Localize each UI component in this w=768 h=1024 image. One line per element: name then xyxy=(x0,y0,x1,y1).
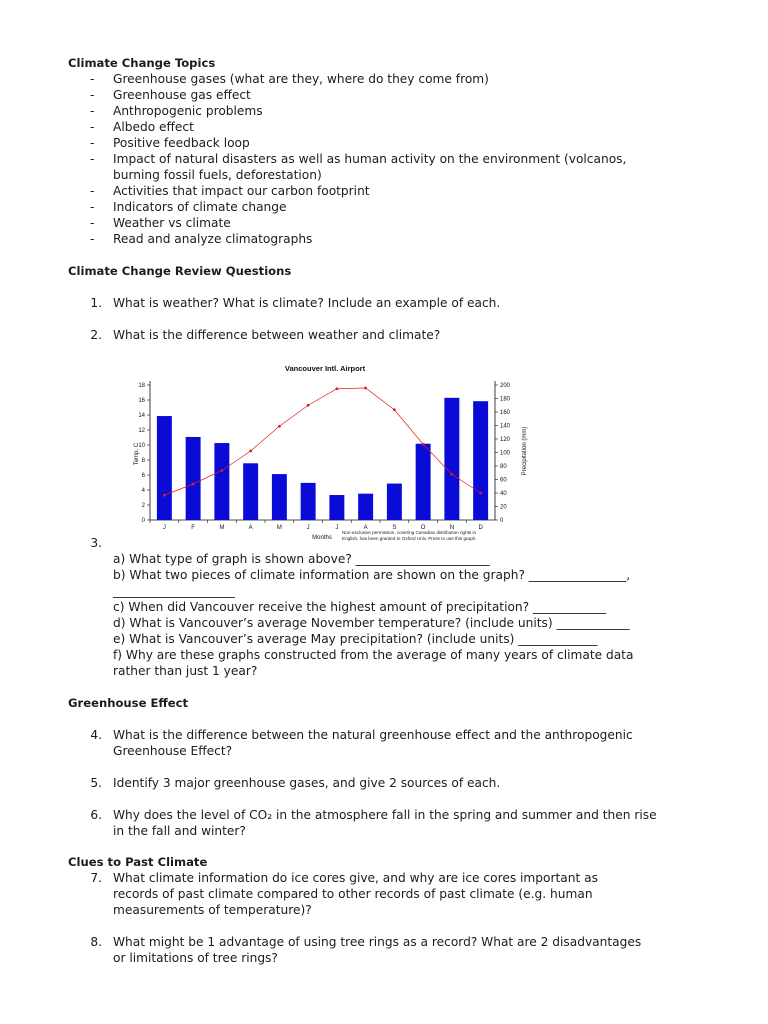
topic-item: Albedo effect xyxy=(113,120,194,134)
bullet-dash: - xyxy=(90,72,95,86)
question-7: What climate information do ice cores give, and why are ice cores important as xyxy=(113,871,598,885)
left-tick-label: 14 xyxy=(138,413,145,419)
temperature-point xyxy=(192,483,195,486)
precipitation-bar xyxy=(473,401,488,520)
question-4-continued: Greenhouse Effect? xyxy=(113,744,233,758)
question-1: What is weather? What is climate? Include an example of each. xyxy=(113,296,501,310)
question-2: What is the difference between weather and climate? xyxy=(113,328,441,342)
question-3b-blank: ____________________ xyxy=(113,584,235,598)
bullet-dash: - xyxy=(90,200,95,214)
question-4: What is the difference between the natural greenhouse effect and the anthropogenic xyxy=(113,728,633,742)
question-6-continued: in the fall and winter? xyxy=(113,824,246,838)
topic-item: Activities that impact our carbon footprint xyxy=(113,184,370,198)
right-tick-label: 180 xyxy=(500,396,511,403)
temperature-point xyxy=(450,473,453,476)
right-axis-label: Precipitation (mm) xyxy=(522,426,528,476)
temperature-point xyxy=(163,494,166,497)
month-label: J xyxy=(335,525,339,531)
chart-note-line-2: English, has been granted to Oxford Univ. Press to use this graph. xyxy=(342,536,477,541)
question-7-continued: measurements of temperature)? xyxy=(113,903,312,917)
precipitation-bar xyxy=(301,483,316,520)
topics-heading: Climate Change Topics xyxy=(68,56,216,70)
month-label: J xyxy=(162,525,166,531)
month-label: D xyxy=(478,525,483,531)
precipitation-bar xyxy=(186,437,201,520)
precipitation-bar xyxy=(157,416,172,520)
topic-item: Impact of natural disasters as well as human activity on the environment (volcanos, xyxy=(113,152,627,166)
question-3b: b) What two pieces of climate information are shown on the graph? ________________, xyxy=(113,568,631,582)
month-label: F xyxy=(191,525,195,531)
left-tick-label: 2 xyxy=(141,503,145,509)
right-tick-label: 100 xyxy=(500,450,511,457)
month-label: N xyxy=(449,525,455,531)
question-number: 2. xyxy=(90,328,102,342)
right-tick-label: 140 xyxy=(500,423,511,430)
bullet-dash: - xyxy=(90,136,95,150)
question-3f-continued: rather than just 1 year? xyxy=(113,664,258,678)
question-number: 6. xyxy=(90,808,102,822)
temperature-point xyxy=(335,387,338,390)
precipitation-bar xyxy=(214,443,229,520)
review-heading: Climate Change Review Questions xyxy=(68,264,292,278)
chart-title: Vancouver Intl. Airport xyxy=(284,364,366,373)
temperature-point xyxy=(220,469,223,472)
question-number: 7. xyxy=(90,871,102,885)
question-3c: c) When did Vancouver receive the highest amount of precipitation? ____________ xyxy=(113,600,607,614)
topic-item: Greenhouse gas effect xyxy=(113,88,251,102)
month-label: A xyxy=(248,525,253,531)
right-tick-label: 40 xyxy=(500,491,507,497)
question-8: What might be 1 advantage of using tree rings as a record? What are 2 disadvantages xyxy=(113,935,642,949)
right-tick-label: 120 xyxy=(500,437,511,443)
left-tick-label: 6 xyxy=(141,473,145,479)
temperature-point xyxy=(393,408,396,411)
question-number: 5. xyxy=(90,776,102,790)
left-tick-label: 10 xyxy=(138,443,145,449)
question-3d: d) What is Vancouver’s average November temperature? (include units) ____________ xyxy=(113,616,630,630)
left-tick-label: 8 xyxy=(141,458,145,464)
x-axis-label: Months xyxy=(312,535,332,541)
topic-item: Indicators of climate change xyxy=(113,200,287,214)
bullet-dash: - xyxy=(90,216,95,230)
right-tick-label: 80 xyxy=(500,464,507,470)
month-label: M xyxy=(276,525,282,531)
topic-item: Anthropogenic problems xyxy=(113,104,263,118)
precipitation-bar xyxy=(358,494,373,520)
topic-item: Read and analyze climatographs xyxy=(113,232,313,246)
bullet-dash: - xyxy=(90,232,95,246)
climatograph-chart xyxy=(110,356,540,546)
bullet-dash: - xyxy=(90,120,95,134)
left-tick-label: 0 xyxy=(141,518,145,524)
right-tick-label: 20 xyxy=(500,504,507,511)
temperature-point xyxy=(479,492,482,495)
bullet-dash: - xyxy=(90,152,95,166)
precipitation-bar xyxy=(416,444,431,520)
question-5: Identify 3 major greenhouse gases, and give 2 sources of each. xyxy=(113,776,501,790)
month-label: S xyxy=(392,525,397,531)
bullet-dash: - xyxy=(90,184,95,198)
precipitation-bars xyxy=(157,398,488,520)
question-3f: f) Why are these graphs constructed from the average of many years of climate data xyxy=(113,648,634,662)
left-tick-label: 16 xyxy=(138,398,145,404)
precipitation-bar xyxy=(243,463,258,520)
chart-note-line-1: Non-exclusive permission, covering Canadian distribution rights in xyxy=(342,530,477,535)
question-3a: a) What type of graph is shown above? ______________________ xyxy=(113,552,490,566)
month-label: A xyxy=(363,525,368,531)
question-6: Why does the level of CO₂ in the atmosphere fall in the spring and summer and then rise xyxy=(113,808,657,822)
topic-item: Greenhouse gases (what are they, where do they come from) xyxy=(113,72,489,86)
month-label: M xyxy=(219,525,225,531)
topic-item: Weather vs climate xyxy=(113,216,231,230)
topic-item: Positive feedback loop xyxy=(113,136,250,150)
topic-item-continued: burning fossil fuels, deforestation) xyxy=(113,168,322,182)
left-tick-label: 4 xyxy=(141,488,145,494)
temperature-polyline xyxy=(164,388,480,495)
question-number: 1. xyxy=(90,296,102,310)
temperature-point xyxy=(307,404,310,407)
right-tick-label: 160 xyxy=(500,410,511,416)
temperature-point xyxy=(249,450,252,453)
greenhouse-heading: Greenhouse Effect xyxy=(68,696,189,710)
left-axis-label: Temp. C xyxy=(134,442,140,466)
question-7-continued: records of past climate compared to other records of past climate (e.g. human xyxy=(113,887,593,901)
precipitation-bar xyxy=(387,484,402,520)
temperature-point xyxy=(422,443,425,446)
month-label: O xyxy=(420,525,426,531)
bullet-dash: - xyxy=(90,88,95,102)
question-3e: e) What is Vancouver’s average May precipitation? (include units) _____________ xyxy=(113,632,598,646)
question-number: 8. xyxy=(90,935,102,949)
right-tick-label: 0 xyxy=(500,518,504,524)
bullet-dash: - xyxy=(90,104,95,118)
temperature-point xyxy=(278,425,281,428)
month-label: J xyxy=(306,525,310,531)
left-tick-label: 12 xyxy=(138,428,145,434)
precipitation-bar xyxy=(272,474,287,520)
temperature-line xyxy=(163,387,482,497)
left-tick-label: 18 xyxy=(138,383,145,389)
past-climate-heading: Clues to Past Climate xyxy=(68,855,208,869)
question-8-continued: or limitations of tree rings? xyxy=(113,951,278,965)
precipitation-bar xyxy=(444,398,459,520)
precipitation-bar xyxy=(329,495,344,520)
right-tick-label: 200 xyxy=(500,383,511,389)
temperature-point xyxy=(364,387,367,390)
question-number: 4. xyxy=(90,728,102,742)
question-number: 3. xyxy=(90,536,102,550)
right-tick-label: 60 xyxy=(500,477,507,484)
